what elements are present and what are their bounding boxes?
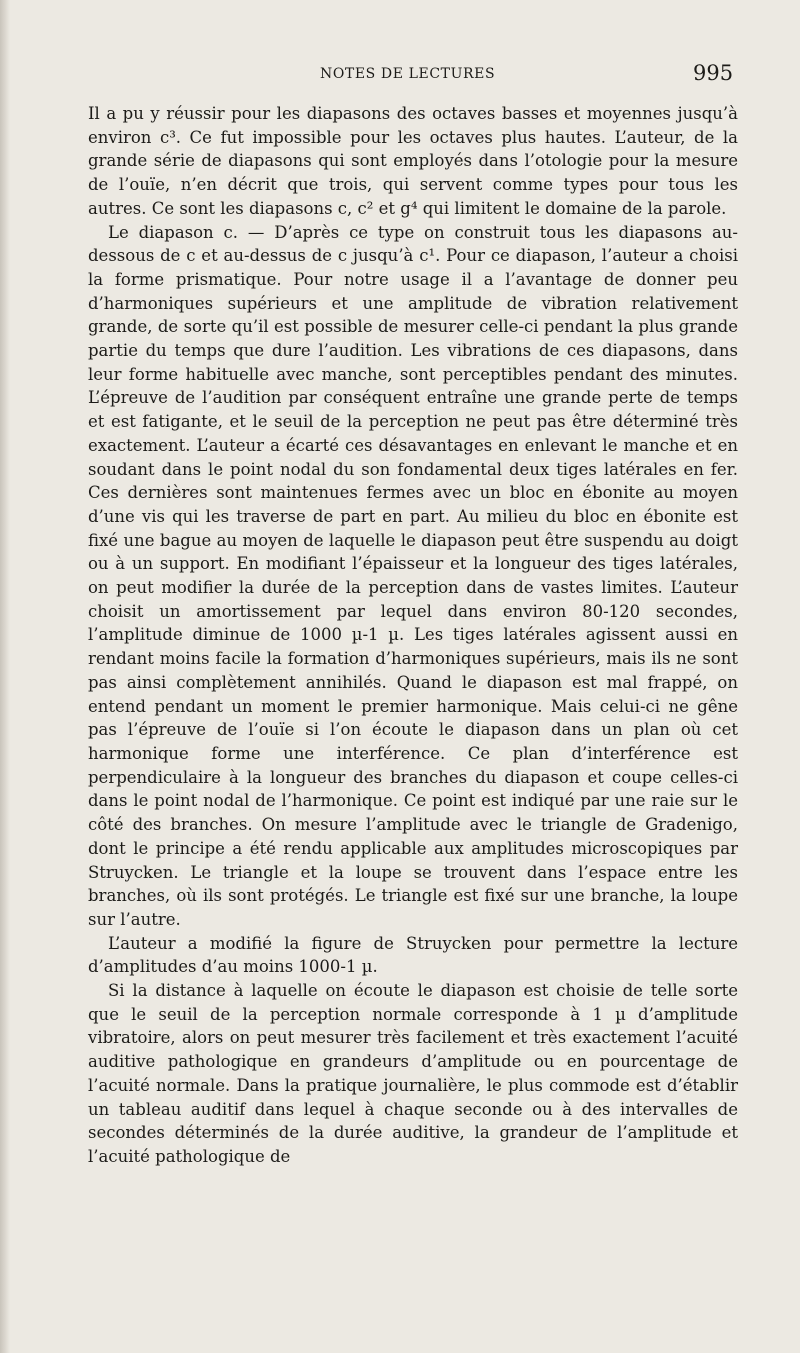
page-number: 995 — [693, 61, 734, 85]
paragraph: Il a pu y réussir pour les diapasons des octaves basses et moyennes jusqu’à environ c³. Ce fut impossible pour les octaves plus hautes. L’auteur, de la grande série de diapasons qui sont employés dans l’otologie pour la mesure de l’ouïe, n’en décrit que trois, qui servent comme types pour tous les autres. Ce sont les diapasons c, c² et g⁴ qui limitent le domaine de la parole. — [88, 104, 738, 218]
article-body — [88, 102, 738, 1169]
running-title: NOTES DE LECTURES — [320, 66, 496, 82]
page-binding-edge — [0, 0, 10, 1353]
paragraph: Le diapason c. — D’après ce type on construit tous les diapasons au-dessous de c et au-dessus de c jusqu’à c¹. Pour ce diapason, l’auteur a choisi la forme prismatique. Pour notre usage il a l’avantage de donner peu d’harmoniques supérieurs et une amplitude de vibration relativement grande, de sorte qu’il est possible de mesurer celle-ci pendant la plus grande partie du temps que dure l’audition. Les vibrations de ces diapasons, dans leur forme habituelle avec manche, sont perceptibles pendant des minutes. L’épreuve de l’audition par conséquent entraîne une grande perte de temps et est fatigante, et le seuil de la perception ne peut pas être déterminé très exactement. L’auteur a écarté ces désavantages en enlevant le manche et en soudant dans le point nodal du son fondamental deux tiges latérales en fer. Ces dernières sont maintenues fermes avec un bloc en ébonite au moyen d’une vis qui les traverse de part en part. Au milieu du bloc en ébonite est fixé une bague au moyen de laquelle le diapason peut être suspendu au doigt ou à un support. En modifiant l’épaisseur et la longueur des tiges latérales, on peut modifier la durée de la perception dans de vastes limites. L’auteur choisit un amortissement par lequel dans environ 80-120 secondes, l’amplitude diminue de 1000 µ-1 µ. Les tiges latérales agissent aussi en rendant moins facile la formation d’harmoniques supérieurs, mais ils ne sont pas ainsi complètement annihilés. Quand le diapason est mal frappé, on entend pendant un moment le premier harmonique. Mais celui-ci ne gêne pas l’épreuve de l’ouïe si l’on écoute le diapason dans un plan où cet harmonique forme une interférence. Ce plan d’interférence est perpendiculaire à la longueur des branches du diapason et coupe celles-ci dans le point nodal de l’harmonique. Ce point est indiqué par une raie sur le côté des branches. On mesure l’amplitude avec le triangle de Gradenigo, dont le principe a été rendu applicable aux amplitudes microscopiques par Struycken. Le triangle et la loupe se trouvent dans l’espace entre les branches, où ils sont protégés. Le triangle est fixé sur une branche, la loupe sur l’autre. — [88, 222, 738, 929]
paragraph: L’auteur a modifié la figure de Struycken pour permettre la lecture d’amplitudes d’au moins 1000-1 µ. — [88, 933, 738, 977]
page-header — [0, 62, 800, 88]
paragraph: Si la distance à laquelle on écoute le diapason est choisie de telle sorte que le seuil de la perception normale corresponde à 1 µ d’amplitude vibratoire, alors on peut mesurer très facilement et très exactement l’acuité auditive pathologique en grandeurs d’amplitude ou en pourcentage de l’acuité normale. Dans la pratique journalière, le plus commode est d’établir un tableau auditif dans lequel à chaque seconde ou à des intervalles de secondes déterminés de la durée auditive, la grandeur de l’amplitude et l’acuité pathologique de — [88, 981, 738, 1166]
